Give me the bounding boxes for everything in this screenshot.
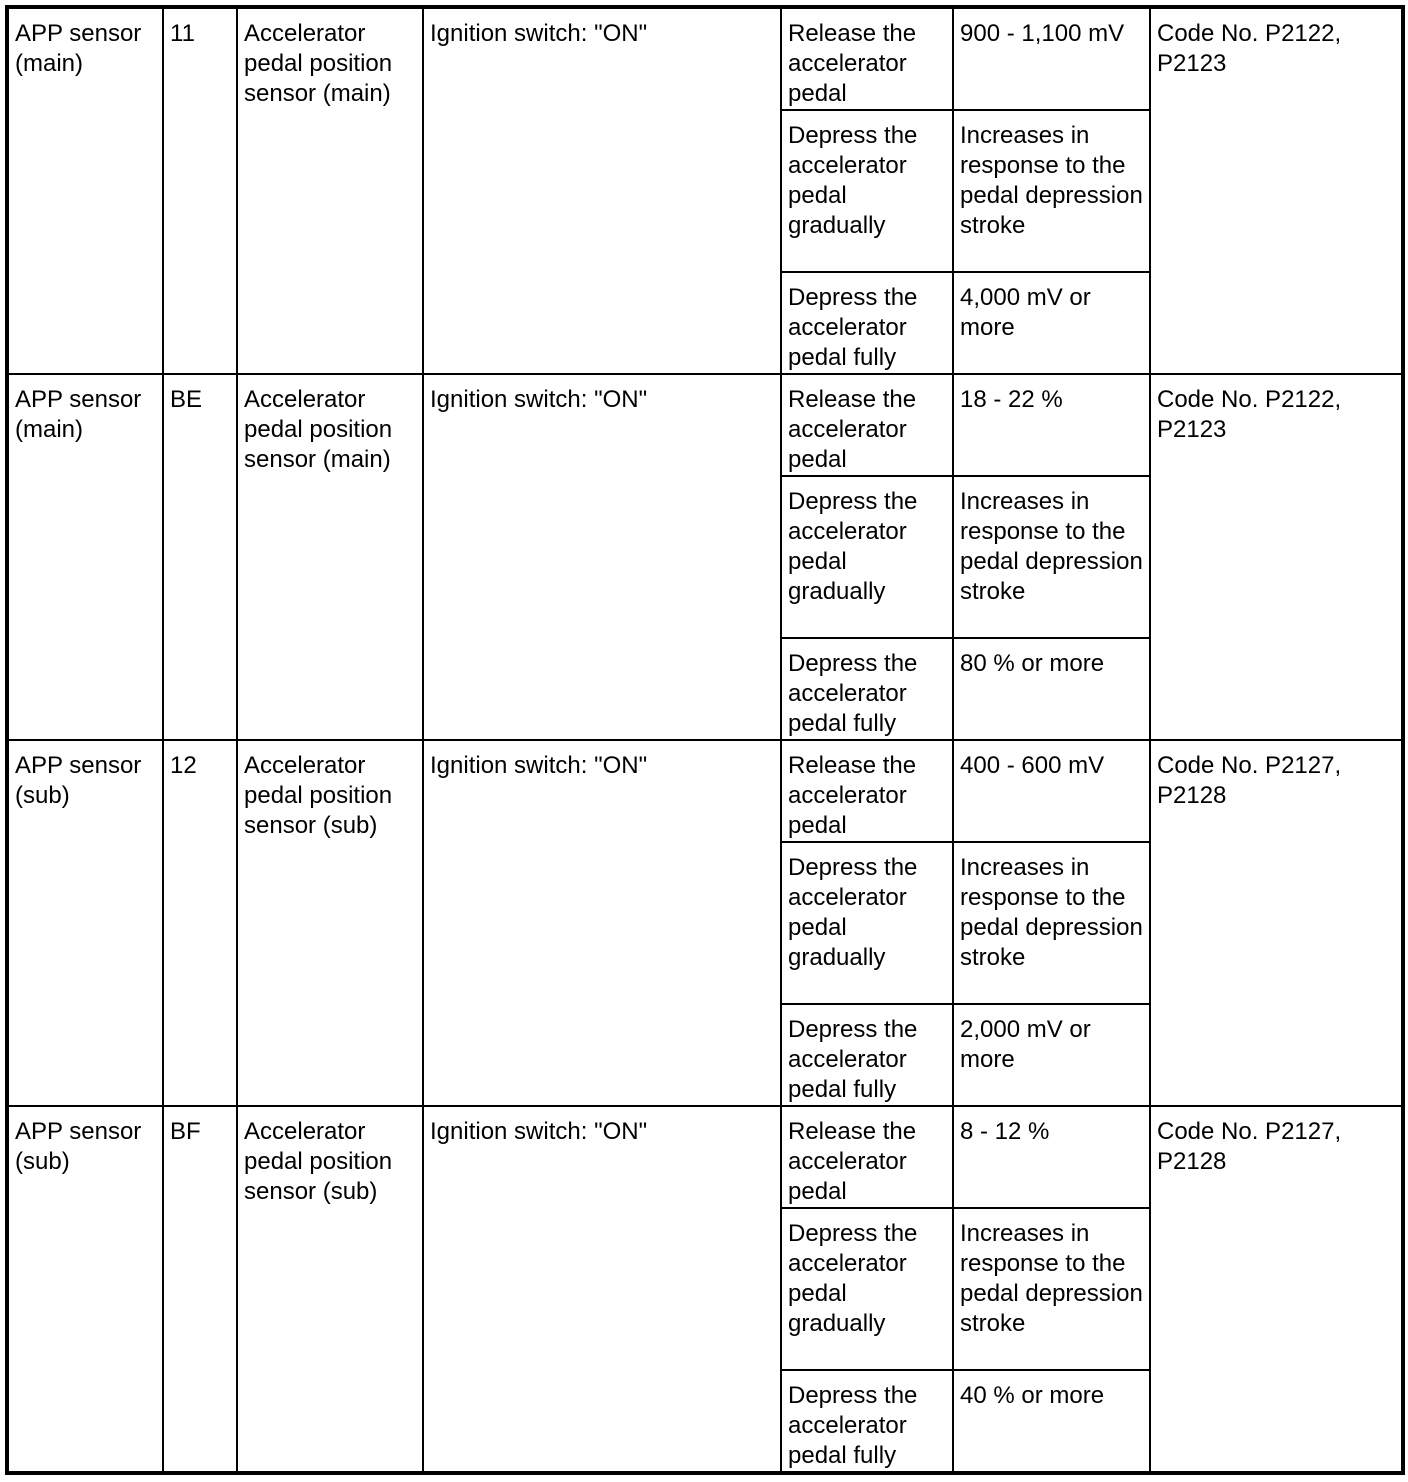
spec-table (5, 5, 1405, 1475)
value-cell: 400 - 600 mV (953, 740, 1150, 842)
value-cell: 900 - 1,100 mV (953, 7, 1150, 110)
value-cell: 40 % or more (953, 1370, 1150, 1473)
code-cell: Code No. P2127, P2128 (1150, 1106, 1403, 1473)
signal-name-cell: Accelerator pedal position sensor (main) (237, 374, 423, 740)
signal-name-cell: Accelerator pedal position sensor (sub) (237, 740, 423, 1106)
item-cell: APP sensor (main) (7, 374, 163, 740)
terminal-cell: BF (163, 1106, 237, 1473)
signal-name-cell: Accelerator pedal position sensor (sub) (237, 1106, 423, 1473)
sub-condition-cell: Depress the accelerator pedal fully (781, 638, 953, 740)
sub-condition-cell: Release the accelerator pedal (781, 374, 953, 476)
value-cell: Increases in response to the pedal depression stroke (953, 1208, 1150, 1370)
table-row (7, 740, 1403, 842)
table-row (7, 7, 1403, 110)
value-cell: 8 - 12 % (953, 1106, 1150, 1208)
terminal-cell: 11 (163, 7, 237, 374)
value-cell: Increases in response to the pedal depression stroke (953, 110, 1150, 272)
value-cell: Increases in response to the pedal depression stroke (953, 842, 1150, 1004)
sub-condition-cell: Release the accelerator pedal (781, 7, 953, 110)
sub-condition-cell: Depress the accelerator pedal fully (781, 1004, 953, 1106)
terminal-cell: BE (163, 374, 237, 740)
condition-cell: Ignition switch: "ON" (423, 374, 781, 740)
sub-condition-cell: Release the accelerator pedal (781, 740, 953, 842)
item-cell: APP sensor (sub) (7, 1106, 163, 1473)
sub-condition-cell: Depress the accelerator pedal gradually (781, 110, 953, 272)
value-cell: Increases in response to the pedal depression stroke (953, 476, 1150, 638)
sub-condition-cell: Depress the accelerator pedal gradually (781, 1208, 953, 1370)
item-cell: APP sensor (main) (7, 7, 163, 374)
sub-condition-cell: Depress the accelerator pedal fully (781, 272, 953, 374)
code-cell: Code No. P2122, P2123 (1150, 7, 1403, 374)
item-cell: APP sensor (sub) (7, 740, 163, 1106)
condition-cell: Ignition switch: "ON" (423, 7, 781, 374)
value-cell: 2,000 mV or more (953, 1004, 1150, 1106)
code-cell: Code No. P2127, P2128 (1150, 740, 1403, 1106)
sub-condition-cell: Depress the accelerator pedal gradually (781, 842, 953, 1004)
table-row (7, 374, 1403, 476)
value-cell: 80 % or more (953, 638, 1150, 740)
condition-cell: Ignition switch: "ON" (423, 1106, 781, 1473)
condition-cell: Ignition switch: "ON" (423, 740, 781, 1106)
code-cell: Code No. P2122, P2123 (1150, 374, 1403, 740)
value-cell: 4,000 mV or more (953, 272, 1150, 374)
terminal-cell: 12 (163, 740, 237, 1106)
value-cell: 18 - 22 % (953, 374, 1150, 476)
sub-condition-cell: Depress the accelerator pedal fully (781, 1370, 953, 1473)
sub-condition-cell: Release the accelerator pedal (781, 1106, 953, 1208)
sub-condition-cell: Depress the accelerator pedal gradually (781, 476, 953, 638)
table-row (7, 1106, 1403, 1208)
signal-name-cell: Accelerator pedal position sensor (main) (237, 7, 423, 374)
